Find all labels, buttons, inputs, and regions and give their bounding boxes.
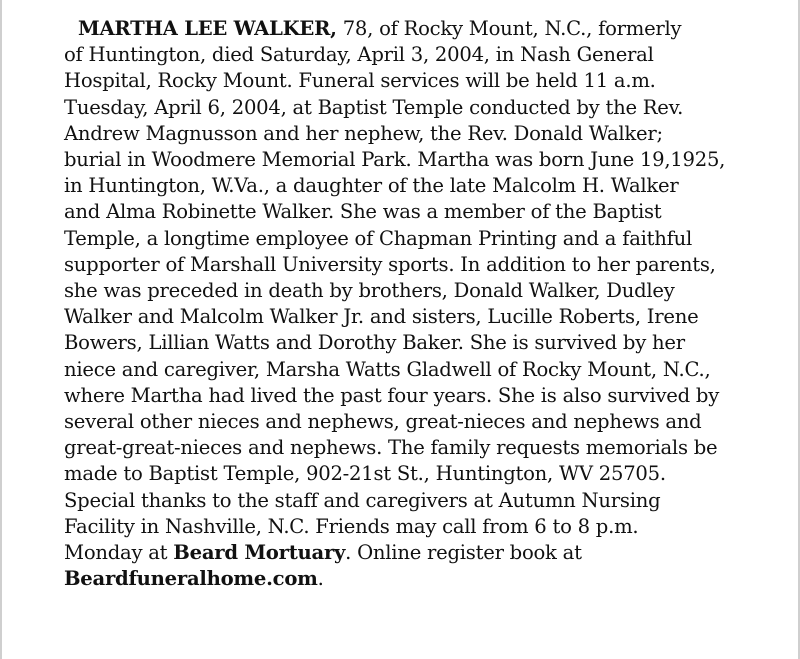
obituary-line-14: niece and caregiver, Marsha Watts Gladwell of Rocky Mount, N.C.,	[64, 357, 711, 381]
mortuary-name: Beard Mortuary	[173, 541, 346, 565]
obituary-line-8: and Alma Robinette Walker. She was a member of the Baptist	[64, 200, 662, 224]
obituary-line-22	[64, 566, 764, 592]
obituary-line-18: made to Baptist Temple, 902-21st St., Huntington, WV 25705.	[64, 462, 666, 486]
obituary-line-9: Temple, a longtime employee of Chapman Printing and a faithful	[64, 226, 693, 250]
obituary-line-5: Andrew Magnusson and her nephew, the Rev. Donald Walker;	[64, 121, 663, 145]
obituary-text	[64, 16, 764, 592]
obituary-line-20: Facility in Nashville, N.C. Friends may call from 6 to 8 p.m.	[64, 514, 639, 538]
obituary-line-4: Tuesday, April 6, 2004, at Baptist Temple conducted by the Rev.	[64, 95, 684, 119]
obituary-line-2: of Huntington, died Saturday, April 3, 2004, in Nash General	[64, 43, 654, 67]
obituary-line-1	[64, 16, 764, 42]
obituary-line-3: Hospital, Rocky Mount. Funeral services will be held 11 a.m.	[64, 69, 656, 93]
obituary-line-21	[64, 540, 764, 566]
closing-prefix: Monday at	[64, 541, 174, 565]
obituary-line-6: burial in Woodmere Memorial Park. Martha was born June 19,1925,	[64, 148, 726, 172]
obituary-line-15: where Martha had lived the past four years. She is also survived by	[64, 383, 720, 407]
obituary-line-1-text: 78, of Rocky Mount, N.C., formerly	[336, 17, 682, 40]
website-name: Beardfuneralhome.com	[64, 567, 318, 591]
obituary-line-19: Special thanks to the staff and caregivers at Autumn Nursing	[64, 488, 661, 512]
deceased-name: MARTHA LEE WALKER,	[78, 17, 337, 40]
obituary-line-13: Bowers, Lillian Watts and Dorothy Baker. She is survived by her	[64, 331, 685, 355]
obituary-line-10: supporter of Marshall University sports. In addition to her parents,	[64, 252, 716, 276]
obituary-line-7: in Huntington, W.Va., a daughter of the late Malcolm H. Walker	[64, 174, 679, 198]
obituary-line-16: several other nieces and nephews, great-nieces and nephews and	[64, 410, 702, 434]
obituary-line-17: great-great-nieces and nephews. The family requests memorials be	[64, 436, 718, 460]
obituary-line-12: Walker and Malcolm Walker Jr. and sisters, Lucille Roberts, Irene	[64, 305, 699, 329]
website-period: .	[317, 567, 324, 591]
obituary-line-11: she was preceded in death by brothers, Donald Walker, Dudley	[64, 279, 675, 303]
closing-suffix: . Online register book at	[345, 541, 582, 565]
